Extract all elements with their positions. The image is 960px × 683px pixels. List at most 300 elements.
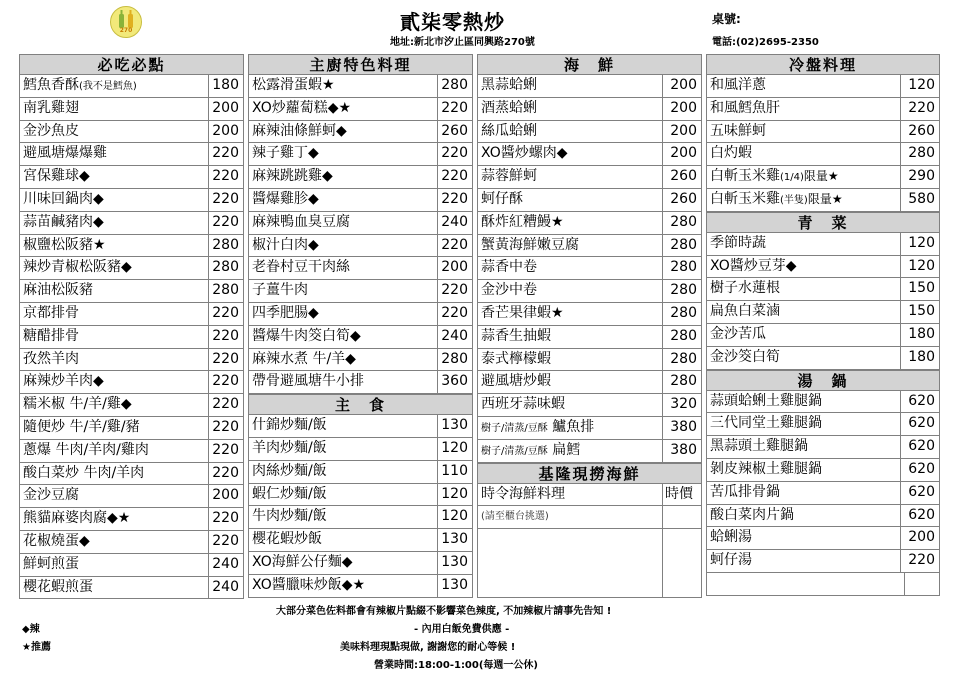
menu-item bbox=[19, 212, 244, 235]
menu-item bbox=[248, 235, 473, 258]
menu-item bbox=[248, 371, 473, 394]
menu-item bbox=[248, 349, 473, 372]
item-name bbox=[20, 143, 209, 165]
item-name bbox=[20, 463, 209, 485]
item-price: 280 bbox=[670, 350, 697, 367]
spicy-note: 大部分菜色佐料都會有辣椒片點綴不影響菜色辣度, 不加辣椒片請事先告知 ! bbox=[276, 606, 612, 617]
item-name-text: 麻辣水煮 牛/羊◆ bbox=[252, 350, 356, 367]
restaurant-title: 貳柒零熱炒 bbox=[400, 10, 505, 34]
menu-item bbox=[248, 529, 473, 552]
item-prefix: 樹子/清蒸/豆酥 bbox=[481, 445, 548, 457]
item-name-text: 蛤蜊湯 bbox=[710, 529, 752, 546]
item-name-text: 隨便炒 牛/羊/雞/豬 bbox=[23, 418, 140, 435]
item-name bbox=[478, 235, 663, 257]
section-title: 必吃必點 bbox=[19, 54, 244, 75]
item-price: 220 bbox=[441, 145, 468, 162]
item-name-text: 辣炒青椒松阪豬◆ bbox=[23, 259, 132, 276]
item-price: 150 bbox=[908, 303, 935, 320]
item-name bbox=[478, 121, 663, 143]
item-price: 280 bbox=[212, 259, 239, 276]
section-title-soup: 湯 鍋 bbox=[706, 370, 940, 391]
item-note: (1/4) bbox=[780, 172, 804, 184]
item-price: 150 bbox=[908, 280, 935, 297]
item-price: 280 bbox=[670, 373, 697, 390]
item-name-text: XO醬炒豆芽◆ bbox=[710, 257, 797, 274]
item-suffix: 限量★ bbox=[807, 191, 843, 206]
item-price: 130 bbox=[441, 531, 468, 548]
item-name bbox=[707, 278, 901, 300]
menu-item bbox=[19, 371, 244, 394]
menu-item bbox=[19, 485, 244, 508]
item-name bbox=[249, 257, 438, 279]
item-name bbox=[707, 459, 901, 481]
item-note: (我不是鱈魚) bbox=[79, 81, 137, 92]
item-name-text: 花椒燒蛋◆ bbox=[23, 532, 90, 549]
item-name bbox=[478, 417, 663, 439]
item-price: 130 bbox=[441, 553, 468, 570]
menu-item bbox=[706, 527, 940, 550]
item-price: 120 bbox=[441, 485, 468, 502]
menu-item bbox=[248, 438, 473, 461]
item-price: 130 bbox=[441, 576, 468, 593]
item-name-text: 麻辣炒羊肉◆ bbox=[23, 373, 104, 390]
item-price: 260 bbox=[441, 122, 468, 139]
legend-spicy: ◆辣 bbox=[22, 624, 40, 635]
item-name-text: 剝皮辣椒土雞腿鍋 bbox=[710, 460, 822, 477]
item-price: 280 bbox=[212, 282, 239, 299]
menu-item bbox=[706, 413, 940, 436]
section-title-veg: 青 菜 bbox=[706, 212, 940, 233]
item-name-text: 樹子水蓮根 bbox=[710, 280, 780, 297]
menu-item bbox=[706, 436, 940, 459]
item-name bbox=[249, 461, 438, 483]
menu-item bbox=[706, 75, 940, 98]
item-name-text: 蔥爆 牛肉/羊肉/雞肉 bbox=[23, 441, 149, 458]
item-price: 620 bbox=[908, 415, 935, 432]
item-price: 220 bbox=[441, 190, 468, 207]
menu-item bbox=[477, 280, 702, 303]
item-name bbox=[249, 189, 438, 211]
menu-item bbox=[706, 550, 940, 573]
address: 地址:新北市汐止區同興路270號 bbox=[390, 37, 535, 48]
section-cold-dishes bbox=[706, 54, 940, 596]
item-name bbox=[478, 371, 663, 393]
item-name-text: 麻辣鴨血臭豆腐 bbox=[252, 213, 350, 230]
item-price: 200 bbox=[212, 99, 239, 116]
item-price: 240 bbox=[441, 213, 468, 230]
menu-item bbox=[477, 326, 702, 349]
menu-item bbox=[248, 326, 473, 349]
item-name bbox=[707, 143, 901, 165]
section-title: 海 鮮 bbox=[477, 54, 702, 75]
item-name-text: XO醬炒螺肉◆ bbox=[481, 145, 568, 162]
item-price: 220 bbox=[212, 373, 239, 390]
menu-item bbox=[19, 257, 244, 280]
menu-item bbox=[19, 166, 244, 189]
item-name bbox=[249, 415, 438, 437]
item-name bbox=[707, 550, 901, 572]
item-name-text: 松露滑蛋蝦★ bbox=[252, 77, 335, 93]
item-price: 280 bbox=[441, 350, 468, 367]
item-name bbox=[707, 98, 901, 120]
item-name-text: 避風塘爆爆雞 bbox=[23, 145, 107, 162]
item-price: 280 bbox=[670, 259, 697, 276]
item-price: 200 bbox=[670, 122, 697, 139]
menu-item bbox=[248, 506, 473, 529]
item-name bbox=[20, 508, 209, 530]
item-price: 620 bbox=[908, 392, 935, 409]
menu-item bbox=[19, 189, 244, 212]
menu-item bbox=[477, 98, 702, 121]
menu-item bbox=[19, 577, 244, 600]
item-name bbox=[249, 484, 438, 506]
item-name-text: 三代同堂土雞腿鍋 bbox=[710, 415, 822, 432]
section-title: 冷盤料理 bbox=[706, 54, 940, 75]
item-price: 320 bbox=[670, 396, 697, 413]
item-price: 220 bbox=[908, 552, 935, 569]
item-price: 380 bbox=[670, 418, 697, 435]
menu-item bbox=[706, 347, 940, 370]
menu-item bbox=[706, 505, 940, 528]
item-name bbox=[478, 303, 663, 325]
menu-item bbox=[248, 75, 473, 98]
item-name-text: XO炒蘿蔔糕◆★ bbox=[252, 99, 352, 116]
item-name-text: 泰式檸檬蝦 bbox=[481, 350, 551, 367]
phone-number: 電話:(02)2695-2350 bbox=[712, 37, 819, 48]
menu-item bbox=[706, 143, 940, 166]
menu-item bbox=[19, 554, 244, 577]
menu-item bbox=[248, 461, 473, 484]
item-name-text: XO醬臘味炒飯◆★ bbox=[252, 576, 366, 593]
menu-item bbox=[19, 508, 244, 531]
item-name-text: 麻油松阪豬 bbox=[23, 282, 93, 299]
item-price: 220 bbox=[212, 168, 239, 185]
item-name-text: 金沙豆腐 bbox=[23, 487, 79, 504]
item-name bbox=[478, 349, 663, 371]
restaurant-logo bbox=[110, 6, 142, 38]
menu-item bbox=[248, 121, 473, 144]
item-name bbox=[20, 577, 209, 599]
item-suffix: 限量★ bbox=[803, 169, 839, 184]
item-note: (請至櫃台挑選) bbox=[478, 506, 663, 528]
item-name bbox=[707, 233, 901, 255]
menu-item bbox=[706, 391, 940, 414]
item-name bbox=[478, 166, 663, 188]
item-price: 280 bbox=[441, 77, 468, 93]
item-price: 620 bbox=[908, 438, 935, 455]
item-name bbox=[249, 121, 438, 143]
item-name-text: 黑蒜蛤蜊 bbox=[481, 77, 537, 93]
menu-item bbox=[477, 121, 702, 144]
item-price: 200 bbox=[670, 77, 697, 93]
item-name-text: 蚵仔湯 bbox=[710, 552, 752, 569]
menu-item bbox=[248, 212, 473, 235]
legend-recommend: ★推薦 bbox=[22, 642, 51, 653]
item-name-text: 黑蒜頭土雞腿鍋 bbox=[710, 438, 808, 455]
item-name-text: 酥炸紅糟鰻★ bbox=[481, 213, 564, 230]
item-name-text: 西班牙蒜味蝦 bbox=[481, 396, 565, 413]
logo-text: 270 bbox=[119, 27, 133, 34]
item-price: 220 bbox=[441, 236, 468, 253]
item-price: 290 bbox=[908, 168, 935, 185]
menu-item bbox=[19, 98, 244, 121]
menu-item bbox=[477, 189, 702, 212]
item-name-text: 白斬玉米雞 bbox=[710, 190, 780, 207]
item-name-text: 蒜蓉鮮蚵 bbox=[481, 168, 537, 185]
wait-note: 美味料理現點現做, 謝謝您的耐心等候 ! bbox=[340, 642, 516, 653]
menu-item bbox=[19, 531, 244, 554]
item-name bbox=[20, 121, 209, 143]
item-note: (半隻) bbox=[780, 194, 808, 206]
item-price: 220 bbox=[212, 532, 239, 549]
menu-item bbox=[477, 166, 702, 189]
item-price: 120 bbox=[908, 257, 935, 274]
item-name bbox=[478, 212, 663, 234]
menu-note-row bbox=[477, 506, 702, 529]
item-price: 200 bbox=[908, 529, 935, 546]
menu-item bbox=[706, 324, 940, 347]
item-name-text: 酒蒸蛤蜊 bbox=[481, 99, 537, 116]
item-name-text: 糖醋排骨 bbox=[23, 327, 79, 344]
item-price: 120 bbox=[441, 508, 468, 525]
menu-item bbox=[248, 189, 473, 212]
item-price: 時價 bbox=[665, 485, 693, 502]
item-name bbox=[20, 189, 209, 211]
item-name-text: 孜然羊肉 bbox=[23, 350, 79, 367]
menu-item bbox=[19, 326, 244, 349]
item-name bbox=[20, 98, 209, 120]
item-name-text: 什錦炒麵/飯 bbox=[252, 417, 327, 434]
item-name bbox=[249, 235, 438, 257]
menu-item bbox=[706, 256, 940, 279]
item-price: 280 bbox=[212, 236, 239, 253]
item-name-text: 醬爆牛肉筊白筍◆ bbox=[252, 327, 361, 344]
item-price: 580 bbox=[908, 190, 935, 207]
item-name-text: 南乳雞翅 bbox=[23, 99, 79, 116]
item-name: 時令海鮮料理 bbox=[478, 484, 663, 506]
item-price: 220 bbox=[441, 99, 468, 116]
item-name-text: 絲瓜蛤蜊 bbox=[481, 122, 537, 139]
menu-item bbox=[19, 280, 244, 303]
item-name bbox=[478, 143, 663, 165]
item-name bbox=[249, 506, 438, 528]
menu-item bbox=[706, 189, 940, 212]
item-price: 260 bbox=[670, 168, 697, 185]
item-name-text: 四季肥腸◆ bbox=[252, 304, 319, 321]
item-name bbox=[249, 98, 438, 120]
item-price: 220 bbox=[212, 304, 239, 321]
item-name-text: 扁魚白菜滷 bbox=[710, 303, 780, 320]
item-name bbox=[707, 505, 901, 527]
menu-item bbox=[477, 257, 702, 280]
menu-item bbox=[248, 98, 473, 121]
item-name bbox=[707, 347, 901, 369]
item-name-text: 酸白菜肉片鍋 bbox=[710, 506, 794, 523]
item-prefix: 樹子/清蒸/豆酥 bbox=[481, 422, 548, 434]
item-name-text: 麻辣跳跳雞◆ bbox=[252, 168, 333, 185]
item-name-text: 苦瓜排骨鍋 bbox=[710, 483, 780, 500]
item-name-text: 白灼蝦 bbox=[710, 145, 752, 162]
item-name-text: 帶骨避風塘牛小排 bbox=[252, 373, 364, 390]
item-name bbox=[707, 166, 901, 188]
item-price: 280 bbox=[670, 304, 697, 321]
item-name-text: 川味回鍋肉◆ bbox=[23, 190, 104, 207]
item-name bbox=[707, 527, 901, 549]
item-name-text: 金沙苦瓜 bbox=[710, 325, 766, 342]
item-name-text: 香芒果律蝦★ bbox=[481, 304, 564, 321]
item-name bbox=[707, 482, 901, 504]
item-name-text: 醬爆雞胗◆ bbox=[252, 190, 319, 207]
menu-item bbox=[706, 459, 940, 482]
item-name bbox=[20, 303, 209, 325]
item-price: 280 bbox=[670, 213, 697, 230]
item-name bbox=[20, 257, 209, 279]
item-price: 130 bbox=[441, 417, 468, 434]
item-name bbox=[707, 301, 901, 323]
menu-item bbox=[248, 415, 473, 438]
menu-item bbox=[706, 166, 940, 189]
menu-item bbox=[19, 417, 244, 440]
blank-area bbox=[477, 529, 702, 597]
item-name-text: 蒜香生抽蝦 bbox=[481, 327, 551, 344]
section-chef-special bbox=[248, 54, 473, 598]
item-price: 240 bbox=[212, 578, 239, 595]
item-name-text: 宮保雞球◆ bbox=[23, 168, 90, 185]
item-name bbox=[249, 529, 438, 551]
item-price: 120 bbox=[441, 439, 468, 456]
item-name-text: 椒汁白肉◆ bbox=[252, 236, 319, 253]
item-name bbox=[249, 75, 438, 97]
business-hours: 營業時間:18:00-1:00(每週一公休) bbox=[374, 660, 538, 671]
menu-item bbox=[706, 301, 940, 324]
item-name bbox=[20, 212, 209, 234]
item-name bbox=[20, 326, 209, 348]
item-price: 260 bbox=[908, 122, 935, 139]
item-name bbox=[478, 280, 663, 302]
item-name bbox=[478, 440, 663, 462]
item-price: 280 bbox=[670, 282, 697, 299]
menu-item bbox=[477, 235, 702, 258]
item-name bbox=[707, 121, 901, 143]
item-price: 280 bbox=[670, 327, 697, 344]
item-name bbox=[478, 75, 663, 97]
item-name bbox=[478, 98, 663, 120]
item-name-text: 蟹黃海鮮嫩豆腐 bbox=[481, 236, 579, 253]
menu-item bbox=[248, 303, 473, 326]
menu-item bbox=[706, 121, 940, 144]
menu-item bbox=[248, 257, 473, 280]
menu-item bbox=[477, 394, 702, 417]
item-name bbox=[20, 394, 209, 416]
item-name-text: 金沙魚皮 bbox=[23, 122, 79, 139]
menu-item bbox=[248, 143, 473, 166]
item-name-text: 五味鮮蚵 bbox=[710, 122, 766, 139]
item-price: 220 bbox=[212, 510, 239, 527]
item-name bbox=[707, 256, 901, 278]
item-price: 220 bbox=[212, 190, 239, 207]
item-name-text: 椒鹽松阪豬★ bbox=[23, 236, 106, 253]
item-name-text: 糯米椒 牛/羊/雞◆ bbox=[23, 396, 132, 413]
item-price: 240 bbox=[212, 555, 239, 572]
item-name bbox=[707, 75, 901, 97]
item-name bbox=[249, 371, 438, 393]
item-name bbox=[707, 413, 901, 435]
item-name bbox=[249, 552, 438, 574]
menu-item bbox=[19, 235, 244, 258]
item-name-text: 子薑牛肉 bbox=[252, 282, 308, 299]
menu-item bbox=[477, 417, 702, 440]
item-price: 200 bbox=[212, 487, 239, 504]
item-price: 220 bbox=[212, 441, 239, 458]
item-name bbox=[249, 438, 438, 460]
section-must-eat bbox=[19, 54, 244, 599]
item-name bbox=[249, 212, 438, 234]
menu-item bbox=[19, 349, 244, 372]
item-name-text: 麻辣油條鮮蚵◆ bbox=[252, 122, 347, 139]
item-price: 220 bbox=[212, 327, 239, 344]
item-price: 280 bbox=[670, 236, 697, 253]
item-name bbox=[707, 324, 901, 346]
item-name bbox=[20, 280, 209, 302]
item-price: 110 bbox=[441, 462, 468, 479]
item-name bbox=[249, 166, 438, 188]
item-name bbox=[20, 531, 209, 553]
item-name bbox=[20, 166, 209, 188]
item-price: 240 bbox=[441, 327, 468, 344]
section-seafood bbox=[477, 54, 702, 598]
item-price: 180 bbox=[212, 77, 239, 93]
item-name bbox=[478, 189, 663, 211]
item-name bbox=[478, 326, 663, 348]
menu-item bbox=[19, 303, 244, 326]
section-title: 主廚特色料理 bbox=[248, 54, 473, 75]
item-price: 360 bbox=[441, 373, 468, 390]
item-name bbox=[20, 235, 209, 257]
item-name-text: 櫻花蝦炒飯 bbox=[252, 531, 322, 548]
menu-item bbox=[248, 484, 473, 507]
item-price: 220 bbox=[212, 145, 239, 162]
item-price: 220 bbox=[908, 99, 935, 116]
item-name-text: 熊貓麻婆肉腐◆★ bbox=[23, 510, 131, 527]
item-name-text: 蝦仁炒麵/飯 bbox=[252, 485, 327, 502]
item-price: 180 bbox=[908, 348, 935, 365]
item-price: 220 bbox=[441, 282, 468, 299]
menu-item bbox=[706, 482, 940, 505]
item-name-text: 鱸魚排 bbox=[552, 418, 595, 435]
item-price: 220 bbox=[212, 350, 239, 367]
item-name-text: 蒜香中卷 bbox=[481, 259, 537, 276]
menu-item bbox=[477, 212, 702, 235]
menu-item bbox=[706, 278, 940, 301]
menu-item bbox=[19, 463, 244, 486]
item-price: 200 bbox=[670, 99, 697, 116]
item-price: 180 bbox=[908, 325, 935, 342]
item-name-text: 季節時蔬 bbox=[710, 234, 766, 251]
item-name-text: 避風塘炒蝦 bbox=[481, 373, 551, 390]
item-name-text: 鱈魚香酥 bbox=[23, 77, 79, 93]
menu-item bbox=[248, 280, 473, 303]
item-price: 120 bbox=[908, 234, 935, 251]
item-price: 200 bbox=[441, 259, 468, 276]
item-name-text: 鮮蚵煎蛋 bbox=[23, 555, 79, 572]
item-price: 220 bbox=[212, 418, 239, 435]
menu-item bbox=[706, 233, 940, 256]
item-name-text: 蒜苗鹹豬肉◆ bbox=[23, 213, 104, 230]
section-title-keelung: 基隆現撈海鮮 bbox=[477, 463, 702, 484]
rice-note: - 內用白飯免費供應 - bbox=[414, 624, 510, 635]
item-price: 220 bbox=[441, 304, 468, 321]
item-price: 200 bbox=[212, 122, 239, 139]
